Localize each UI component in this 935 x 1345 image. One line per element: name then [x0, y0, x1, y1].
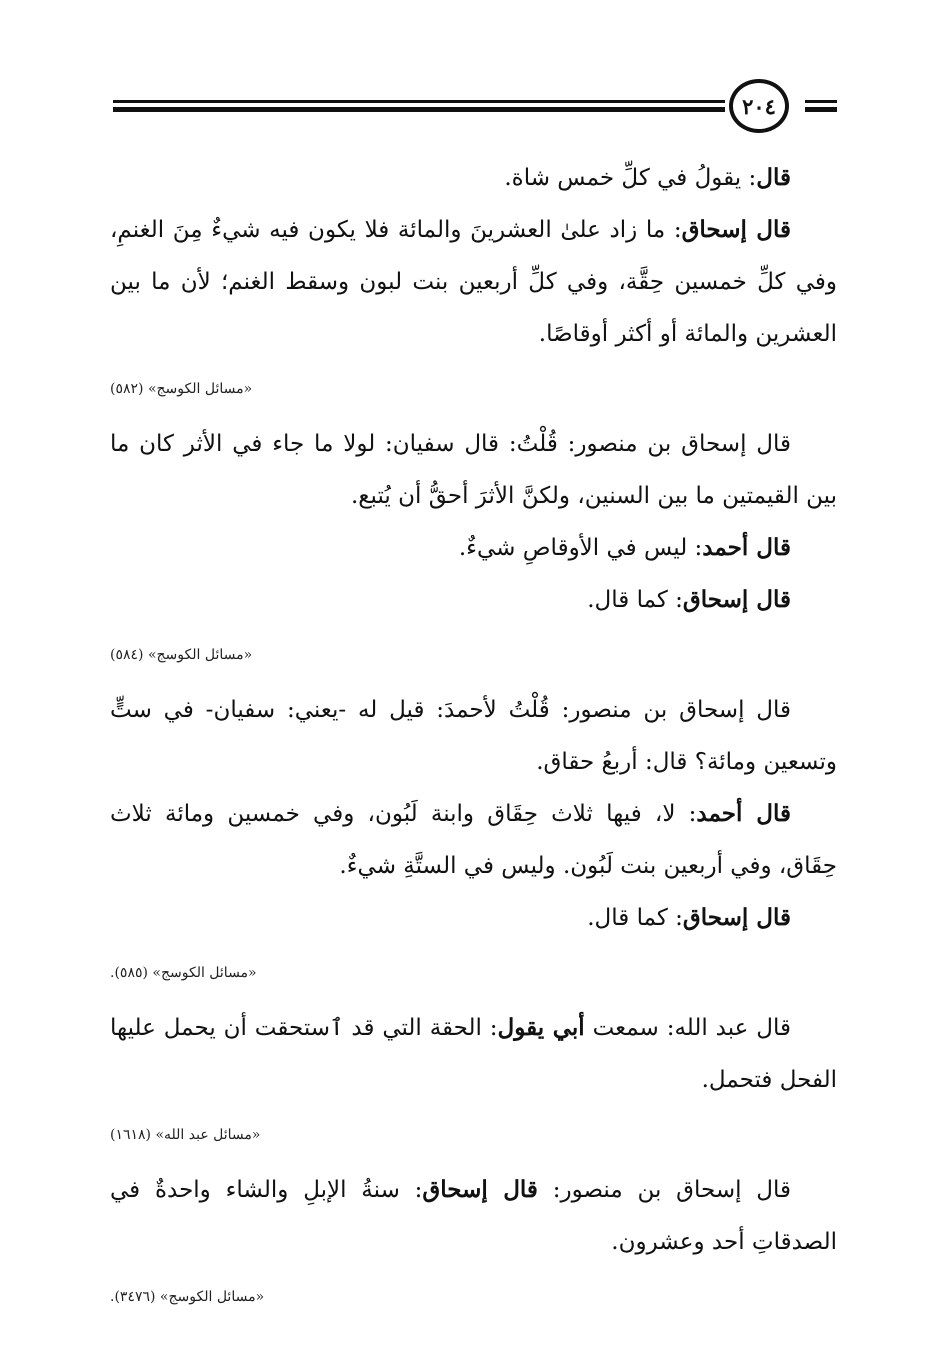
paragraph	[110, 574, 837, 626]
speaker-label: قال إسحاق	[422, 1176, 538, 1203]
source-citation: «مسائل الكوسج» (٥٨٤)	[110, 647, 253, 663]
page-body	[110, 152, 837, 1326]
paragraph	[110, 522, 837, 574]
page-number: ٢٠٤	[729, 79, 789, 133]
paragraph-text: : كما قال.	[587, 905, 683, 931]
paragraph	[110, 788, 837, 892]
paragraph	[110, 684, 837, 788]
paragraph-text: قال عبد الله: سمعت	[584, 1015, 791, 1041]
paragraph-text: : لا، فيها ثلاث حِقَاق وابنة لَبُون، وفي خمسين ومائة ثلاث حِقَاق، وفي أربعين بنت لَبُون. وليس في الستَّةِ شيءٌ.	[110, 801, 837, 879]
source-citation: «مسائل الكوسج» (٥٨٢)	[110, 381, 253, 397]
paragraph	[110, 1164, 837, 1268]
paragraph-text: : الحقة التي قد ٱستحقت أن يحمل عليها الفحل فتحمل.	[110, 1015, 837, 1093]
speaker-label: قال أحمد	[702, 534, 791, 561]
paragraph-text: : كما قال.	[587, 587, 683, 613]
paragraph-text: قال إسحاق بن منصور: قُلْتُ: قال سفيان: لولا ما جاء في الأثر كان ما بين القيمتين ما بين السنين، ولكنَّ الأثرَ أحقُّ أن يُتبع.	[110, 431, 837, 509]
header-rule-left-thin	[113, 100, 725, 103]
paragraph	[110, 418, 837, 522]
speaker-label: قال إسحاق	[681, 216, 791, 243]
speaker-label: أبي يقول	[497, 1014, 585, 1041]
paragraph	[110, 204, 837, 360]
header-rule-right-thin	[805, 100, 837, 103]
paragraph	[110, 1002, 837, 1106]
source-citation: «مسائل الكوسج» (٥٨٥).	[110, 965, 257, 981]
paragraph	[110, 892, 837, 944]
speaker-label: قال أحمد	[696, 800, 791, 827]
paragraph-text: : يقولُ في كلِّ خمس شاة.	[504, 165, 757, 191]
paragraph-text: قال إسحاق بن منصور: قُلْتُ لأحمدَ: قيل له -يعني: سفيان- في ستٍّ وتسعين ومائة؟ قال: أربعُ حقاق.	[110, 697, 837, 775]
source-citation: «مسائل الكوسج» (٣٤٧٦).	[110, 1289, 265, 1305]
paragraph-text: : ليس في الأوقاصِ شيءٌ.	[458, 535, 703, 561]
paragraph-text: : ما زاد علىٰ العشرينَ والمائة فلا يكون فيه شيءٌ مِنَ الغنمِ، وفي كلِّ خمسين حِقَّة، وفي كلِّ أربعين بنت لبون وسقط الغنم؛ لأن ما بين العشرين والمائة أو أكثر أوقاصًا.	[110, 217, 837, 347]
paragraph	[110, 152, 837, 204]
speaker-label: قال إسحاق	[682, 586, 791, 613]
speaker-label: قال	[756, 164, 791, 191]
header-rule-left-thick	[113, 107, 725, 112]
source-citation: «مسائل عبد الله» (١٦١٨)	[110, 1127, 261, 1143]
paragraph-text: : سنةُ الإبلِ والشاء واحدةٌ في الصدقاتِ أحد وعشرون.	[110, 1177, 837, 1255]
paragraph-text: قال إسحاق بن منصور:	[537, 1177, 791, 1203]
speaker-label: قال إسحاق	[682, 904, 791, 931]
header-rule-right-thick	[805, 107, 837, 112]
